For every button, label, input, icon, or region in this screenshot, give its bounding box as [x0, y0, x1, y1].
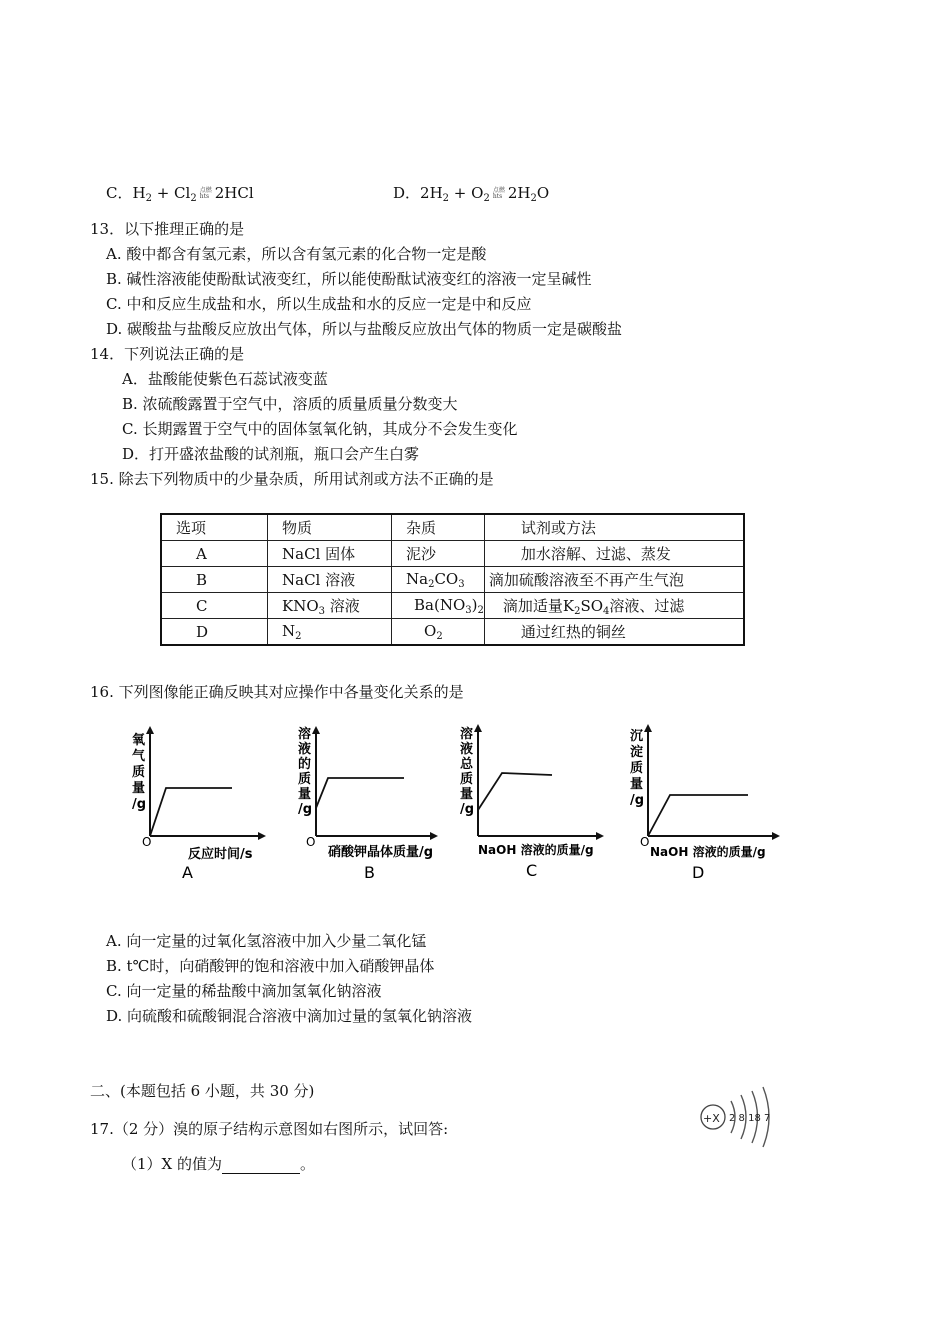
q15-table: [160, 513, 745, 646]
bromine-atom-diagram: [695, 1083, 785, 1151]
header-cell: 试剂或方法: [484, 514, 744, 541]
table-row: [161, 619, 744, 646]
header-cell: 物质: [268, 514, 392, 541]
arrow-icon: [772, 832, 780, 840]
q14-option-a: A．盐酸能使紫色石蕊试液变蓝: [122, 370, 328, 388]
graph-c-xlabel: NaOH 溶液的质量/g: [478, 843, 594, 857]
q17-stem: 17.（2 分）溴的原子结构示意图如右图所示，试回答:: [90, 1120, 449, 1138]
nucleus-label: +X: [703, 1112, 720, 1125]
arrow-icon: [430, 832, 438, 840]
cell-impurity: $O_2$: [392, 619, 485, 646]
graph-b-ylabel: 溶 液 的 质 量 /g: [298, 727, 313, 817]
graph-c: [460, 724, 604, 880]
graph-b-id: B: [364, 863, 375, 882]
q14-option-c: C. 长期露置于空气中的固体氢氧化钠，其成分不会发生变化: [122, 420, 518, 438]
q14-option-d: D．打开盛浓盐酸的试剂瓶，瓶口会产生白雾: [122, 445, 420, 463]
table-row: [161, 541, 744, 567]
origin-label: O: [142, 835, 152, 849]
cell-method: 加水溶解、过滤、蒸发: [484, 541, 744, 567]
cell-method: 滴加硫酸溶液至不再产生气泡: [484, 567, 744, 593]
table-row: [161, 593, 744, 619]
reaction-condition: 点燃 hts: [199, 187, 212, 200]
cell-method: 通过红热的铜丝: [484, 619, 744, 646]
graph-d-xlabel: NaOH 溶液的质量/g: [650, 845, 766, 859]
arrow-icon: [644, 724, 652, 732]
q16-option-a: A. 向一定量的过氧化氢溶液中加入少量二氧化锰: [106, 932, 427, 950]
graph-c-ylabel: 溶 液 总 质 量 /g: [460, 727, 475, 817]
q15-stem: 15. 除去下列物质中的少量杂质，所用试剂或方法不正确的是: [90, 470, 494, 488]
cell-substance: $KNO_3$ 溶液: [268, 593, 392, 619]
graph-a-ylabel: 氧 气 质 量 /g: [132, 733, 147, 812]
curve: [648, 795, 748, 836]
q16-stem: 16. 下列图像能正确反映其对应操作中各量变化关系的是: [90, 683, 464, 701]
curve: [150, 788, 232, 836]
cell-option: A: [161, 541, 268, 567]
cell-impurity: 泥沙: [392, 541, 485, 567]
cell-substance: NaCl 溶液: [268, 567, 392, 593]
graph-b: [298, 726, 438, 882]
cell-option: C: [161, 593, 268, 619]
cell-substance: NaCl 固体: [268, 541, 392, 567]
graph-c-id: C: [526, 861, 538, 880]
q14-option-b: B. 浓硫酸露置于空气中，溶质的质量质量分数变大: [122, 395, 458, 413]
cell-option: D: [161, 619, 268, 646]
option-d-equation: D．$2H_2 + O_2$点燃 hts $2H_2O$: [393, 184, 550, 204]
arrow-icon: [596, 832, 604, 840]
origin-label: O: [640, 835, 650, 849]
table-row: [161, 567, 744, 593]
curve: [478, 773, 552, 810]
origin-label: O: [306, 835, 316, 849]
q13-option-c: C. 中和反应生成盐和水，所以生成盐和水的反应一定是中和反应: [106, 295, 532, 313]
q16-graphs: [120, 718, 790, 888]
q14-stem: 14．下列说法正确的是: [90, 345, 245, 363]
q17-part-1: （1）X 的值为 。: [122, 1155, 316, 1173]
arrow-icon: [146, 726, 154, 734]
graph-b-xlabel: 硝酸钾晶体质量/g: [328, 845, 434, 860]
q13-option-d: D. 碳酸盐与盐酸反应放出气体，所以与盐酸反应放出气体的物质一定是碳酸盐: [106, 320, 623, 338]
shell-electrons: 2 8 18 7: [729, 1113, 771, 1124]
graph-d-ylabel: 沉 淀 质 量 /g: [630, 729, 645, 808]
graph-a-id: A: [182, 863, 193, 882]
cell-method: 滴加适量$K_2SO_4$溶液、过滤: [484, 593, 744, 619]
cell-option: B: [161, 567, 268, 593]
graph-d: [630, 724, 780, 882]
option-c-equation: C．$H_2 + Cl_2$点燃 hts 2HCl: [106, 184, 254, 204]
cell-impurity: $Ba(NO_3)_2$: [392, 593, 485, 619]
q16-option-c: C. 向一定量的稀盐酸中滴加氢氧化钠溶液: [106, 982, 382, 1000]
graph-d-id: D: [692, 863, 705, 882]
q13-stem: 13．以下推理正确的是: [90, 220, 245, 238]
curve: [316, 778, 404, 808]
header-cell: 选项: [161, 514, 268, 541]
table-header-row: [161, 514, 744, 541]
graph-a-xlabel: 反应时间/s: [188, 847, 253, 862]
q16-option-b: B. t℃时，向硝酸钾的饱和溶液中加入硝酸钾晶体: [106, 957, 435, 975]
graph-a: [132, 726, 266, 882]
cell-impurity: $Na_2CO_3$: [392, 567, 485, 593]
arrow-icon: [258, 832, 266, 840]
reaction-condition: 点燃 hts: [492, 187, 505, 200]
cell-substance: $N_2$: [268, 619, 392, 646]
q13-option-b: B. 碱性溶液能使酚酞试液变红，所以能使酚酞试液变红的溶液一定呈碱性: [106, 270, 592, 288]
answer-blank[interactable]: [222, 1159, 300, 1174]
q13-option-a: A. 酸中都含有氢元素，所以含有氢元素的化合物一定是酸: [106, 245, 487, 263]
q16-option-d: D. 向硫酸和硫酸铜混合溶液中滴加过量的氢氧化钠溶液: [106, 1007, 473, 1025]
header-cell: 杂质: [392, 514, 485, 541]
section-2-title: 二、(本题包括 6 小题，共 30 分): [90, 1082, 315, 1100]
